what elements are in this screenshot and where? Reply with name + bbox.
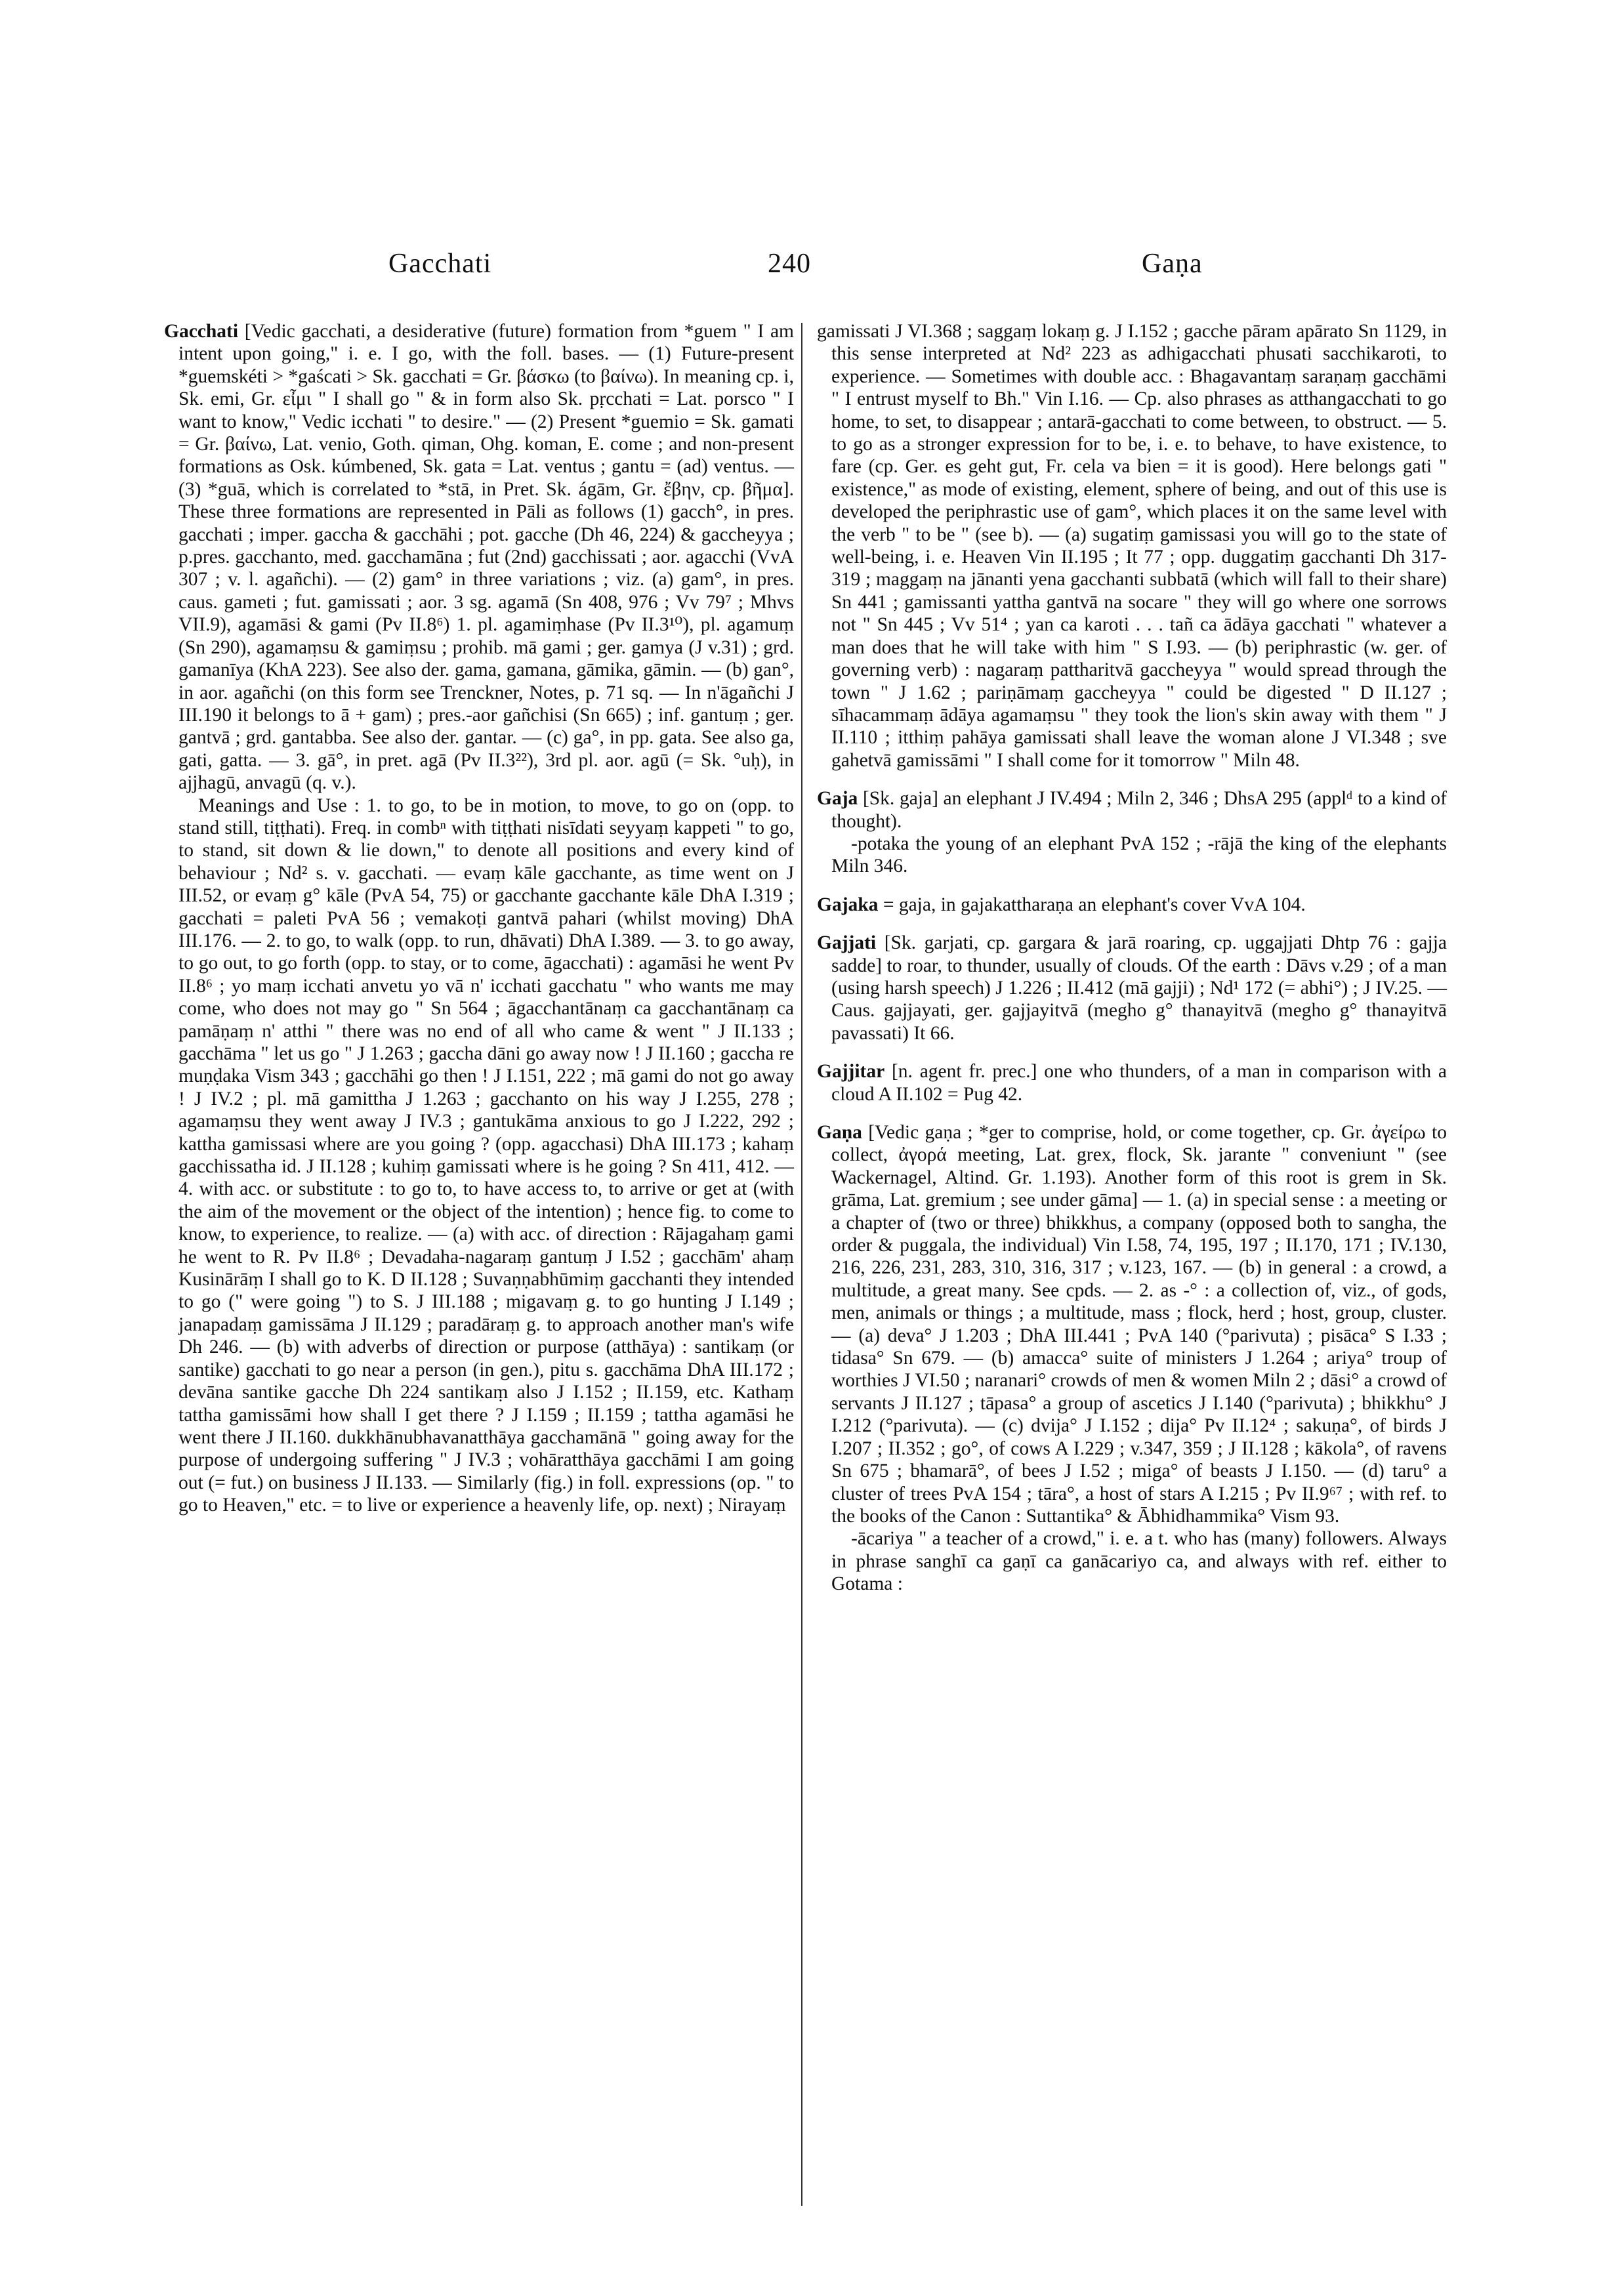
left-column (164, 320, 794, 1533)
entry-paragraph (817, 787, 1447, 833)
entry-paragraph (178, 795, 794, 1517)
definition-text: gamissati J VI.368 ; saggaṃ lokaṃ g. J I.152 ; gacche pāram apārato Sn 1129, in this sense interpreted at Nd² 223 as adhigacchati phusati sacchikaroti, to experience. — Sometimes with double acc. : Bhagavantaṃ saraṇaṃ gacchāmi " I entrust myself to Bh." Vin I.16. — Cp. also phrases as atthangacchati to go home, to set, to disappear ; antarā-gacchati to come between, to obstruct. — 5. to go as a stronger expression for to be, i. e. to behave, to have existence, to fare (cp. Ger. es geht gut, Fr. cela va bien = it is good). Here belongs gati " existence," as mode of existing, element, sphere of being, and out of this use is developed the periphrastic use of gam°, which places it on the same level with the verb " to be " (see b). — (a) sugatiṃ gamissasi you will go to the state of well-being, i. e. Heaven Vin II.195 ; It 77 ; opp. duggatiṃ gacchanti Dh 317-319 ; maggaṃ na jānanti yena gacchanti subbatā (which will fall to their share) Sn 441 ; gamissanti yattha gantvā na socare " they will go where one sorrows not " Sn 445 ; Vv 51⁴ ; yan ca karoti . . . tañ ca ādāya gacchati " whatever a man does that he will take with him " S I.93. — (b) periphrastic (w. ger. of governing verb) : nagaraṃ pattharitvā gaccheyya " would spread through the town " J 1.62 ; pariṇāmaṃ gaccheyya " could be digested " D II.127 ; sīhacammaṃ ādāya agamaṃsu " they took the lion's skin away with them " J II.110 ; itthiṃ pahāya gamissati shall leave the woman alone J VI.348 ; sve gahetvā gamissāmi " I shall come for it tomorrow " Miln 48. (817, 321, 1447, 771)
entry-paragraph (817, 894, 1447, 916)
definition-text: = gaja, in gajakattharaṇa an elephant's cover VvA 104. (883, 894, 1306, 915)
headword: Gaṇa (817, 1122, 862, 1143)
entry-paragraph (831, 1527, 1447, 1595)
entry-paragraph (831, 833, 1447, 878)
dictionary-entry (817, 1121, 1447, 1596)
headword: Gajjitar (817, 1061, 885, 1083)
running-head-right: Gaṇa (1142, 249, 1203, 279)
entry-paragraph (817, 320, 1447, 772)
entry-paragraph (817, 932, 1447, 1044)
definition-text: -potaka the young of an elephant PvA 152 ; -rājā the king of the elephants Miln 346. (831, 833, 1447, 877)
entry-paragraph (164, 320, 794, 795)
entry-paragraph (817, 1060, 1447, 1106)
definition-text: Meanings and Use : 1. to go, to be in motion, to move, to go on (opp. to stand still, tiṭṭhati). Freq. in combⁿ with tiṭṭhati nisīdati seyyaṃ kappeti " to go, to stand, sit down & lie down," to denote all positions and every kind of behaviour ; Nd² s. v. gacchati. — evaṃ kāle gacchante, as time went on J III.52, or evaṃ g° kāle (PvA 54, 75) or gacchante gacchante kāle DhA I.319 ; gacchati = paleti PvA 56 ; vemakoṭi gantvā pahari (whilst moving) DhA III.176. — 2. to go, to walk (opp. to run, dhāvati) DhA I.389. — 3. to go away, to go out, to go forth (opp. to stay, or to come, āgacchati) : agamāsi he went Pv II.8⁶ ; yo maṃ icchati anvetu yo vā n' icchati gacchatu " who wants me may come, who does not may go " Sn 564 ; āgacchantānaṃ ca gacchantānaṃ ca pamāṇaṃ n' atthi " there was no end of all who came & went " J II.133 ; gacchāma " let us go " J 1.263 ; gaccha dāni go away now ! J II.160 ; gaccha re muṇḍaka Vism 343 ; gacchāhi go then ! J I.151, 222 ; mā gami do not go away ! J IV.2 ; pl. mā gamittha J 1.263 ; gacchanto on his way J I.255, 278 ; agamaṃsu they went away J IV.3 ; gantukāma anxious to go J I.222, 292 ; kattha gamissasi where are you going ? (opp. agacchasi) DhA III.173 ; kahaṃ gacchissatha id. J II.128 ; kuhiṃ gamissati where is he going ? Sn 411, 412. — 4. with acc. or substitute : to go to, to have access to, to arrive or get at (with the aim of the movement or the object of the intention) ; hence fig. to come to know, to experience, to realize. — (a) with acc. of direction : Rājagahaṃ gami he went to R. Pv II.8⁶ ; Devadaha-nagaraṃ gantuṃ J I.52 ; gacchām' ahaṃ Kusinārāṃ I shall go to K. D II.128 ; Suvaṇṇabhūmiṃ gacchanti they intended to go (" were going ") to S. J III.188 ; migavaṃ g. to go hunting J I.149 ; janapadaṃ gamissāma J II.129 ; paradāraṃ g. to approach another man's wife Dh 246. — (b) with adverbs of direction or purpose (atthāya) : santikaṃ (or santike) gacchati to go near a person (in gen.), pitu s. gacchāma DhA III.172 ; devāna santike gacche Dh 224 santikaṃ also J I.152 ; II.159, etc. Kathaṃ tattha gamissāmi how shall I get there ? J I.159 ; II.159 ; tattha agamāsi he went there J II.160. dukkhānubhavanatthāya gacchamānā " going away for the purpose of undergoing suffering " J IV.3 ; vohāratthāya gacchāmi I am going out (= fut.) on business J II.133. — Similarly (fig.) in foll. expressions (op. " to go to Heaven," etc. = to live or experience a heavenly life, op. next) ; Nirayaṃ (178, 795, 794, 1516)
dictionary-entry (817, 320, 1447, 772)
headword: Gajaka (817, 894, 879, 915)
headword: Gajjati (817, 932, 877, 954)
headword: Gacchati (164, 321, 239, 342)
dictionary-entry (164, 320, 794, 1517)
definition-text: [Sk. garjati, cp. gargara & jarā roaring, cp. uggajjati Dhtp 76 : gajja sadde] to roar, to thunder, usually of clouds. Of the earth : Dāvs v.29 ; of a man (using harsh speech) J 1.226 ; II.412 (mā gajji) ; Nd¹ 172 (= abhi°) ; J IV.25. — Caus. gajjayati, ger. gajjayitvā (megho g° thanayitvā (megho g° thanayitvā pavassati) It 66. (831, 932, 1447, 1044)
dictionary-entry (817, 932, 1447, 1044)
running-head-left: Gacchati (388, 249, 492, 279)
headword: Gaja (817, 788, 858, 810)
page-number: 240 (768, 249, 811, 279)
dictionary-entry (817, 894, 1447, 916)
dictionary-entry (817, 1060, 1447, 1106)
definition-text: [Vedic gaṇa ; *ger to comprise, hold, or come together, cp. Gr. ἀγείρω to collect, ἀγορά meeting, Lat. grex, flock, Sk. jarante " conveniunt " (see Wackernagel, Altind. Gr. 1.193). Another form of this root is grem in Sk. grāma, Lat. gremium ; see under gāma] — 1. (a) in special sense : a meeting or a chapter of (two or three) bhikkhus, a company (opposed both to sangha, the order & puggala, the individual) Vin I.58, 74, 195, 197 ; II.170, 171 ; IV.130, 216, 226, 231, 283, 310, 316, 317 ; v.123, 167. — (b) in general : a crowd, a multitude, a great many. See cpds. — 2. as -° : a collection of, viz., of gods, men, animals or things ; a multitude, mass ; flock, herd ; host, group, cluster. — (a) deva° J 1.203 ; DhA III.441 ; PvA 140 (°parivuta) ; pisāca° S I.33 ; tidasa° Sn 679. — (b) amacca° suite of ministers J 1.264 ; ariya° troup of worthies J VI.50 ; naranari° crowds of men & women Miln 2 ; dāsi° a crowd of servants J II.127 ; tāpasa° a group of ascetics J I.140 (°parivuta) ; bhikkhu° J I.212 (°parivuta). — (c) dvija° J I.152 ; dija° Pv II.12⁴ ; sakuṇa°, of birds J I.207 ; II.352 ; go°, of cows A I.229 ; v.347, 359 ; J II.128 ; kākola°, of ravens Sn 675 ; bhamarā°, of bees J I.52 ; miga° of beasts J I.150. — (d) taru° a cluster of trees PvA 154 ; tāra°, a host of stars A I.215 ; Pv II.9⁶⁷ ; with ref. to the books of the Canon : Suttantika° & Ābhidhammika° Vism 93. (831, 1122, 1447, 1527)
definition-text: -ācariya " a teacher of a crowd," i. e. a t. who has (many) followers. Always in phrase sanghī ca gaṇī ca ganācariyo ca, and always with ref. either to Gotama : (831, 1528, 1447, 1595)
entry-paragraph (817, 1121, 1447, 1527)
definition-text: [Sk. gaja] an elephant J IV.494 ; Miln 2, 346 ; DhsA 295 (applᵈ to a kind of thought). (831, 788, 1447, 832)
definition-text: [n. agent fr. prec.] one who thunders, of a man in comparison with a cloud A II.102 = Pug 42. (831, 1061, 1447, 1105)
right-column (817, 320, 1447, 1611)
column-rule (801, 323, 802, 2206)
dictionary-entry (817, 787, 1447, 878)
definition-text: [Vedic gacchati, a desiderative (future) formation from *guem " I am intent upon going," i. e. I go, with the foll. bases. — (1) Future-present *guemskéti > *gaścati > Sk. gacchati = Gr. βάσκω (to βαίνω). In meaning cp. i, Sk. emi, Gr. εἶμι " I shall go " & in form also Sk. pṛcchati = Lat. porsco " I want to know," Vedic icchati " to desire." — (2) Present *guemio = Sk. gamati = Gr. βαίνω, Lat. venio, Goth. qiman, Ohg. koman, E. come ; and non-present formations as Osk. kúmbened, Sk. gata = Lat. ventus ; gantu = (ad) ventus. — (3) *guā, which is correlated to *stā, in Pret. Sk. ágām, Gr. ἔβην, cp. βῆμα]. These three formations are represented in Pāli as follows (1) gacch°, in pres. gacchati ; imper. gaccha & gacchāhi ; pot. gacche (Dh 46, 224) & gaccheyya ; p.pres. gacchanto, med. gacchamāna ; fut (2nd) gacchissati ; aor. agacchi (VvA 307 ; v. l. agañchi). — (2) gam° in three variations ; viz. (a) gam°, in pres. caus. gameti ; fut. gamissati ; aor. 3 sg. agamā (Sn 408, 976 ; Vv 79⁷ ; Mhvs VII.9), agamāsi & gami (Pv II.8⁶) 1. pl. agamiṃhase (Pv II.3¹⁰), pl. agamuṃ (Sn 290), agamaṃsu & gamiṃsu ; prohib. mā gami ; ger. gamya (J v.31) ; grd. gamanīya (KhA 223). See also der. gama, gamana, gāmika, gāmin. — (b) gan°, in aor. agañchi (on this form see Trenckner, Notes, p. 71 sq. — In n'āgañchi J III.190 it belongs to ā + gam) ; pres.-aor gañchisi (Sn 665) ; inf. gantuṃ ; ger. gantvā ; grd. gantabba. See also der. gantar. — (c) ga°, in pp. gata. See also ga, gati, gatta. — 3. gā°, in pret. agā (Pv II.3²²), 3rd pl. aor. agū (= Sk. °uḥ), in ajjhagū, anvagū (q. v.). (178, 321, 794, 794)
